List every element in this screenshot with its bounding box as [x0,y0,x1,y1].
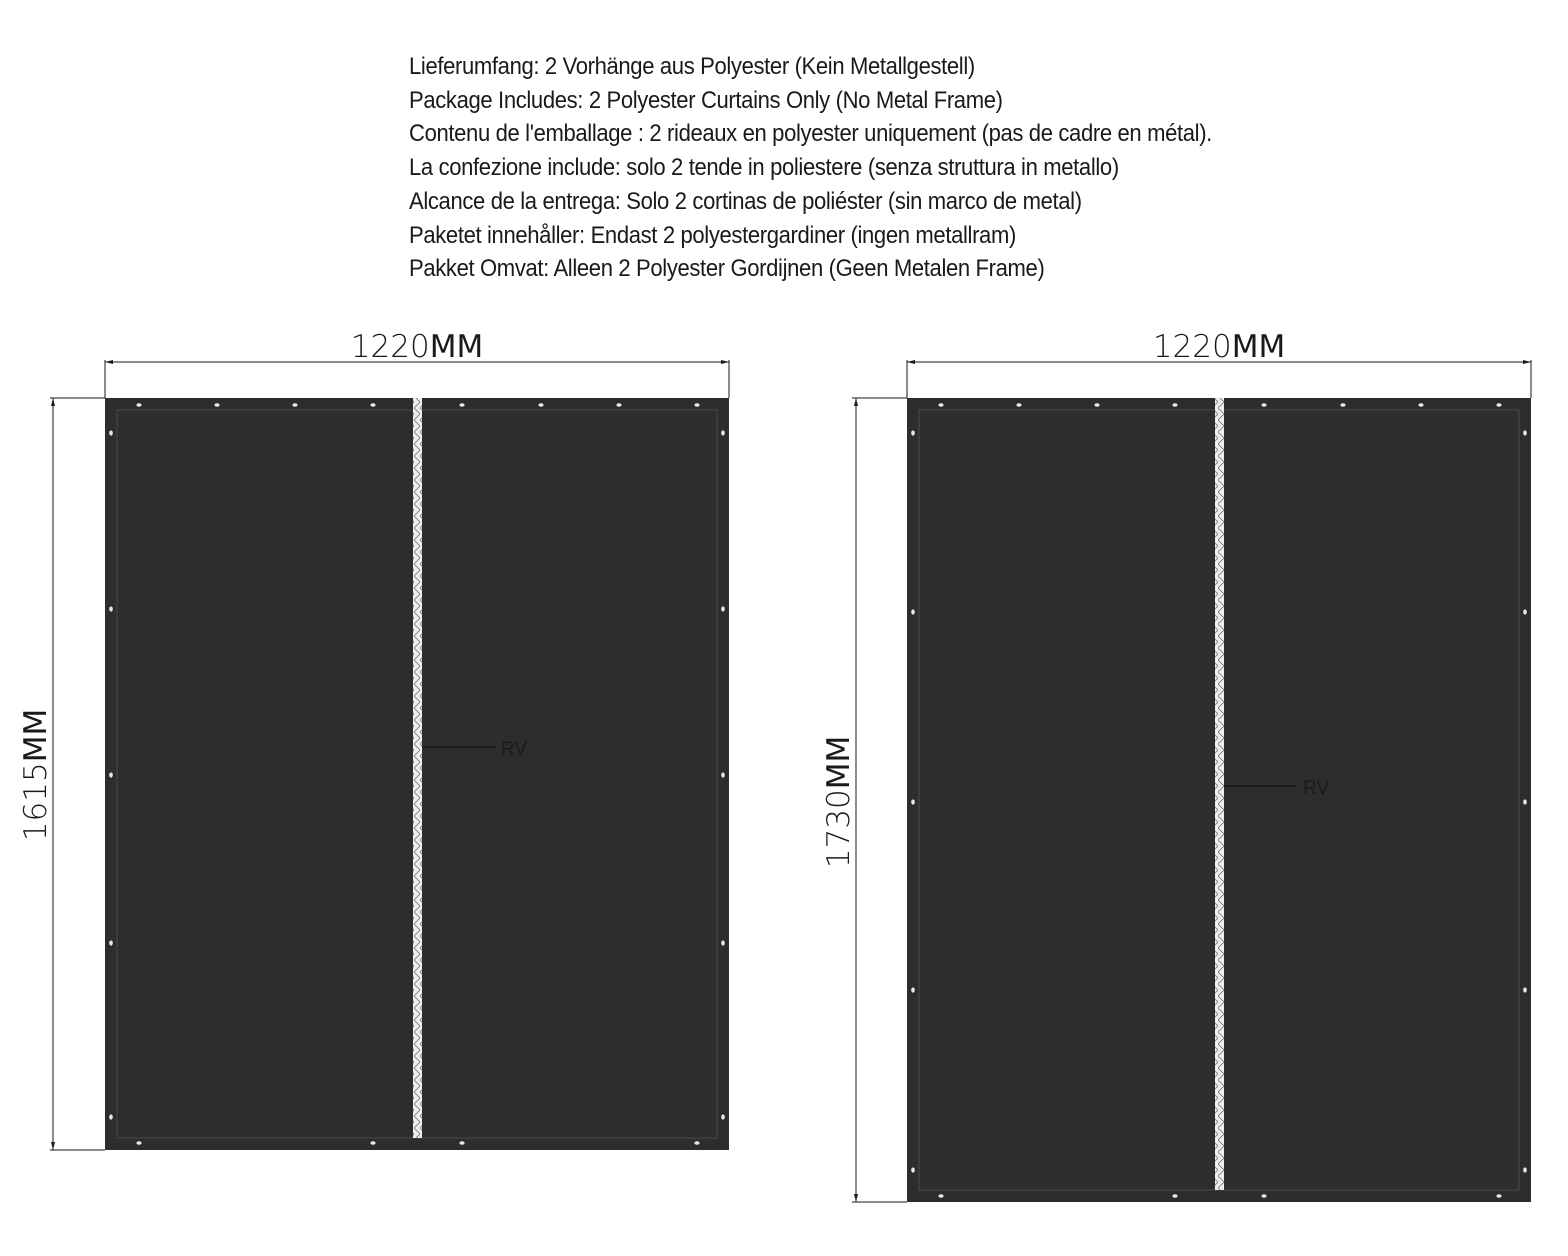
curtain-1-height-label [18,709,54,841]
curtain-1-width-unit: MM [429,329,484,365]
package-line-it: La confezione include: solo 2 tende in poliestere (senza struttura in metallo) [409,154,1119,182]
package-line-sv: Paketet innehåller: Endast 2 polyestergardiner (ingen metallram) [409,221,1016,249]
package-line-en: Package Includes: 2 Polyester Curtains Only (No Metal Frame) [409,86,1003,114]
curtain-1-zipper [413,398,422,1138]
curtain-2-width-value: 1220 [1152,329,1232,365]
curtain-2-zipper [1215,398,1224,1190]
curtain-2-width-dimension [907,329,1531,398]
curtain-2 [821,329,1531,1202]
curtain-1-height-dimension [18,398,105,1150]
curtain-2-width-unit: MM [1231,329,1286,365]
curtain-1-width-dimension [105,329,729,398]
package-line-fr: Contenu de l'emballage : 2 rideaux en polyester uniquement (pas de cadre en métal). [409,120,1212,148]
package-line-de: Lieferumfang: 2 Vorhänge aus Polyester (Kein Metallgestell) [409,53,975,80]
curtain-1 [18,329,729,1150]
package-line-nl: Pakket Omvat: Alleen 2 Polyester Gordijnen (Geen Metalen Frame) [409,255,1045,283]
curtain-1-height-unit: MM [18,708,54,763]
curtain-2-height-dimension [821,398,907,1202]
curtain-2-height-label [821,736,857,868]
curtain-1-height-value: 1615 [18,762,54,842]
package-line-es: Alcance de la entrega: Solo 2 cortinas de poliéster (sin marco de metal) [409,187,1082,215]
curtain-2-height-value: 1730 [821,789,857,869]
curtain-2-width-label [1153,329,1285,365]
curtain-2-height-unit: MM [821,735,857,790]
curtain-1-width-label [351,329,483,365]
curtain-2-zipper-label: RV [1303,778,1330,799]
curtain-1-width-value: 1220 [350,329,430,365]
curtain-1-zipper-label: RV [501,739,528,760]
